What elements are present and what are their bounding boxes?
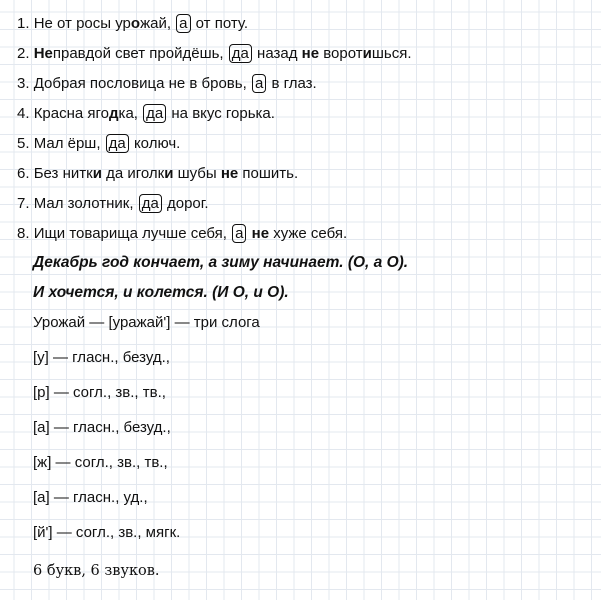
text: Мал ёрш,	[33, 135, 105, 152]
item-number: 8.	[17, 225, 30, 242]
analysis-header: Урожай — [уражай'] — три слога	[33, 314, 260, 331]
item-number: 3.	[17, 75, 30, 92]
conjunction-box: да	[106, 134, 129, 153]
highlight: Не	[33, 45, 53, 62]
conjunction-box: да	[229, 44, 252, 63]
highlight: не	[220, 165, 239, 182]
text: колюч.	[129, 135, 181, 152]
text: правдой свет пройдёшь,	[52, 45, 228, 62]
proverb-line	[17, 194, 209, 214]
sound-line: [а] — гласн., безуд.,	[33, 419, 171, 436]
highlight: не	[301, 45, 320, 62]
item-number: 6.	[17, 165, 30, 182]
item-number: 7.	[17, 195, 30, 212]
highlight: д	[109, 105, 119, 122]
text: дорог.	[162, 195, 209, 212]
text: Мал золотник,	[33, 195, 138, 212]
sound-line: [у] — гласн., безуд.,	[33, 349, 170, 366]
proverb-line	[17, 104, 275, 124]
conjunction-box: а	[232, 224, 246, 243]
text: от поту.	[191, 15, 249, 32]
conjunction-box: а	[252, 74, 266, 93]
highlight: и	[92, 165, 102, 182]
text: Ищи товарища лучше себя,	[33, 225, 232, 242]
proverb-line	[17, 14, 248, 34]
italic-line: Декабрь год кончает, а зиму начинает. (О, а О).	[33, 254, 409, 271]
sound-line: [р] — согл., зв., тв.,	[33, 384, 166, 401]
text: назад	[252, 45, 302, 62]
text: Красна яго	[33, 105, 110, 122]
highlight: не	[251, 225, 270, 242]
highlight: и	[362, 45, 372, 62]
text: пошить.	[238, 165, 299, 182]
conjunction-box: а	[176, 14, 190, 33]
text: шубы	[173, 165, 221, 182]
sound-line: [й'] — согл., зв., мягк.	[33, 524, 181, 541]
proverb-line	[17, 74, 317, 94]
text: на вкус горька.	[167, 105, 275, 122]
italic-line: И хочется, и колется. (И О, и О).	[33, 284, 289, 301]
highlight: и	[164, 165, 174, 182]
conjunction-box: да	[139, 194, 162, 213]
text: Добрая пословица не в бровь,	[33, 75, 251, 92]
summary-line: 6 букв, 6 звуков.	[33, 563, 160, 579]
text: шься.	[371, 45, 412, 62]
text: да иголк	[101, 165, 165, 182]
sound-line: [а] — гласн., уд.,	[33, 489, 148, 506]
proverb-line	[17, 134, 180, 154]
item-number: 2.	[17, 45, 30, 62]
text: хуже себя.	[269, 225, 348, 242]
proverb-line	[17, 224, 347, 244]
text: ка,	[118, 105, 143, 122]
text: жай,	[140, 15, 176, 32]
item-number: 5.	[17, 135, 30, 152]
sound-line: [ж] — согл., зв., тв.,	[33, 454, 168, 471]
text: ворот	[319, 45, 363, 62]
item-number: 1.	[17, 15, 30, 32]
text: в глаз.	[267, 75, 317, 92]
proverb-line	[17, 44, 411, 64]
item-number: 4.	[17, 105, 30, 122]
highlight: о	[130, 15, 141, 32]
text: Не от росы ур	[33, 15, 131, 32]
proverb-line	[17, 164, 298, 184]
conjunction-box: да	[143, 104, 166, 123]
text: Без нитк	[33, 165, 93, 182]
